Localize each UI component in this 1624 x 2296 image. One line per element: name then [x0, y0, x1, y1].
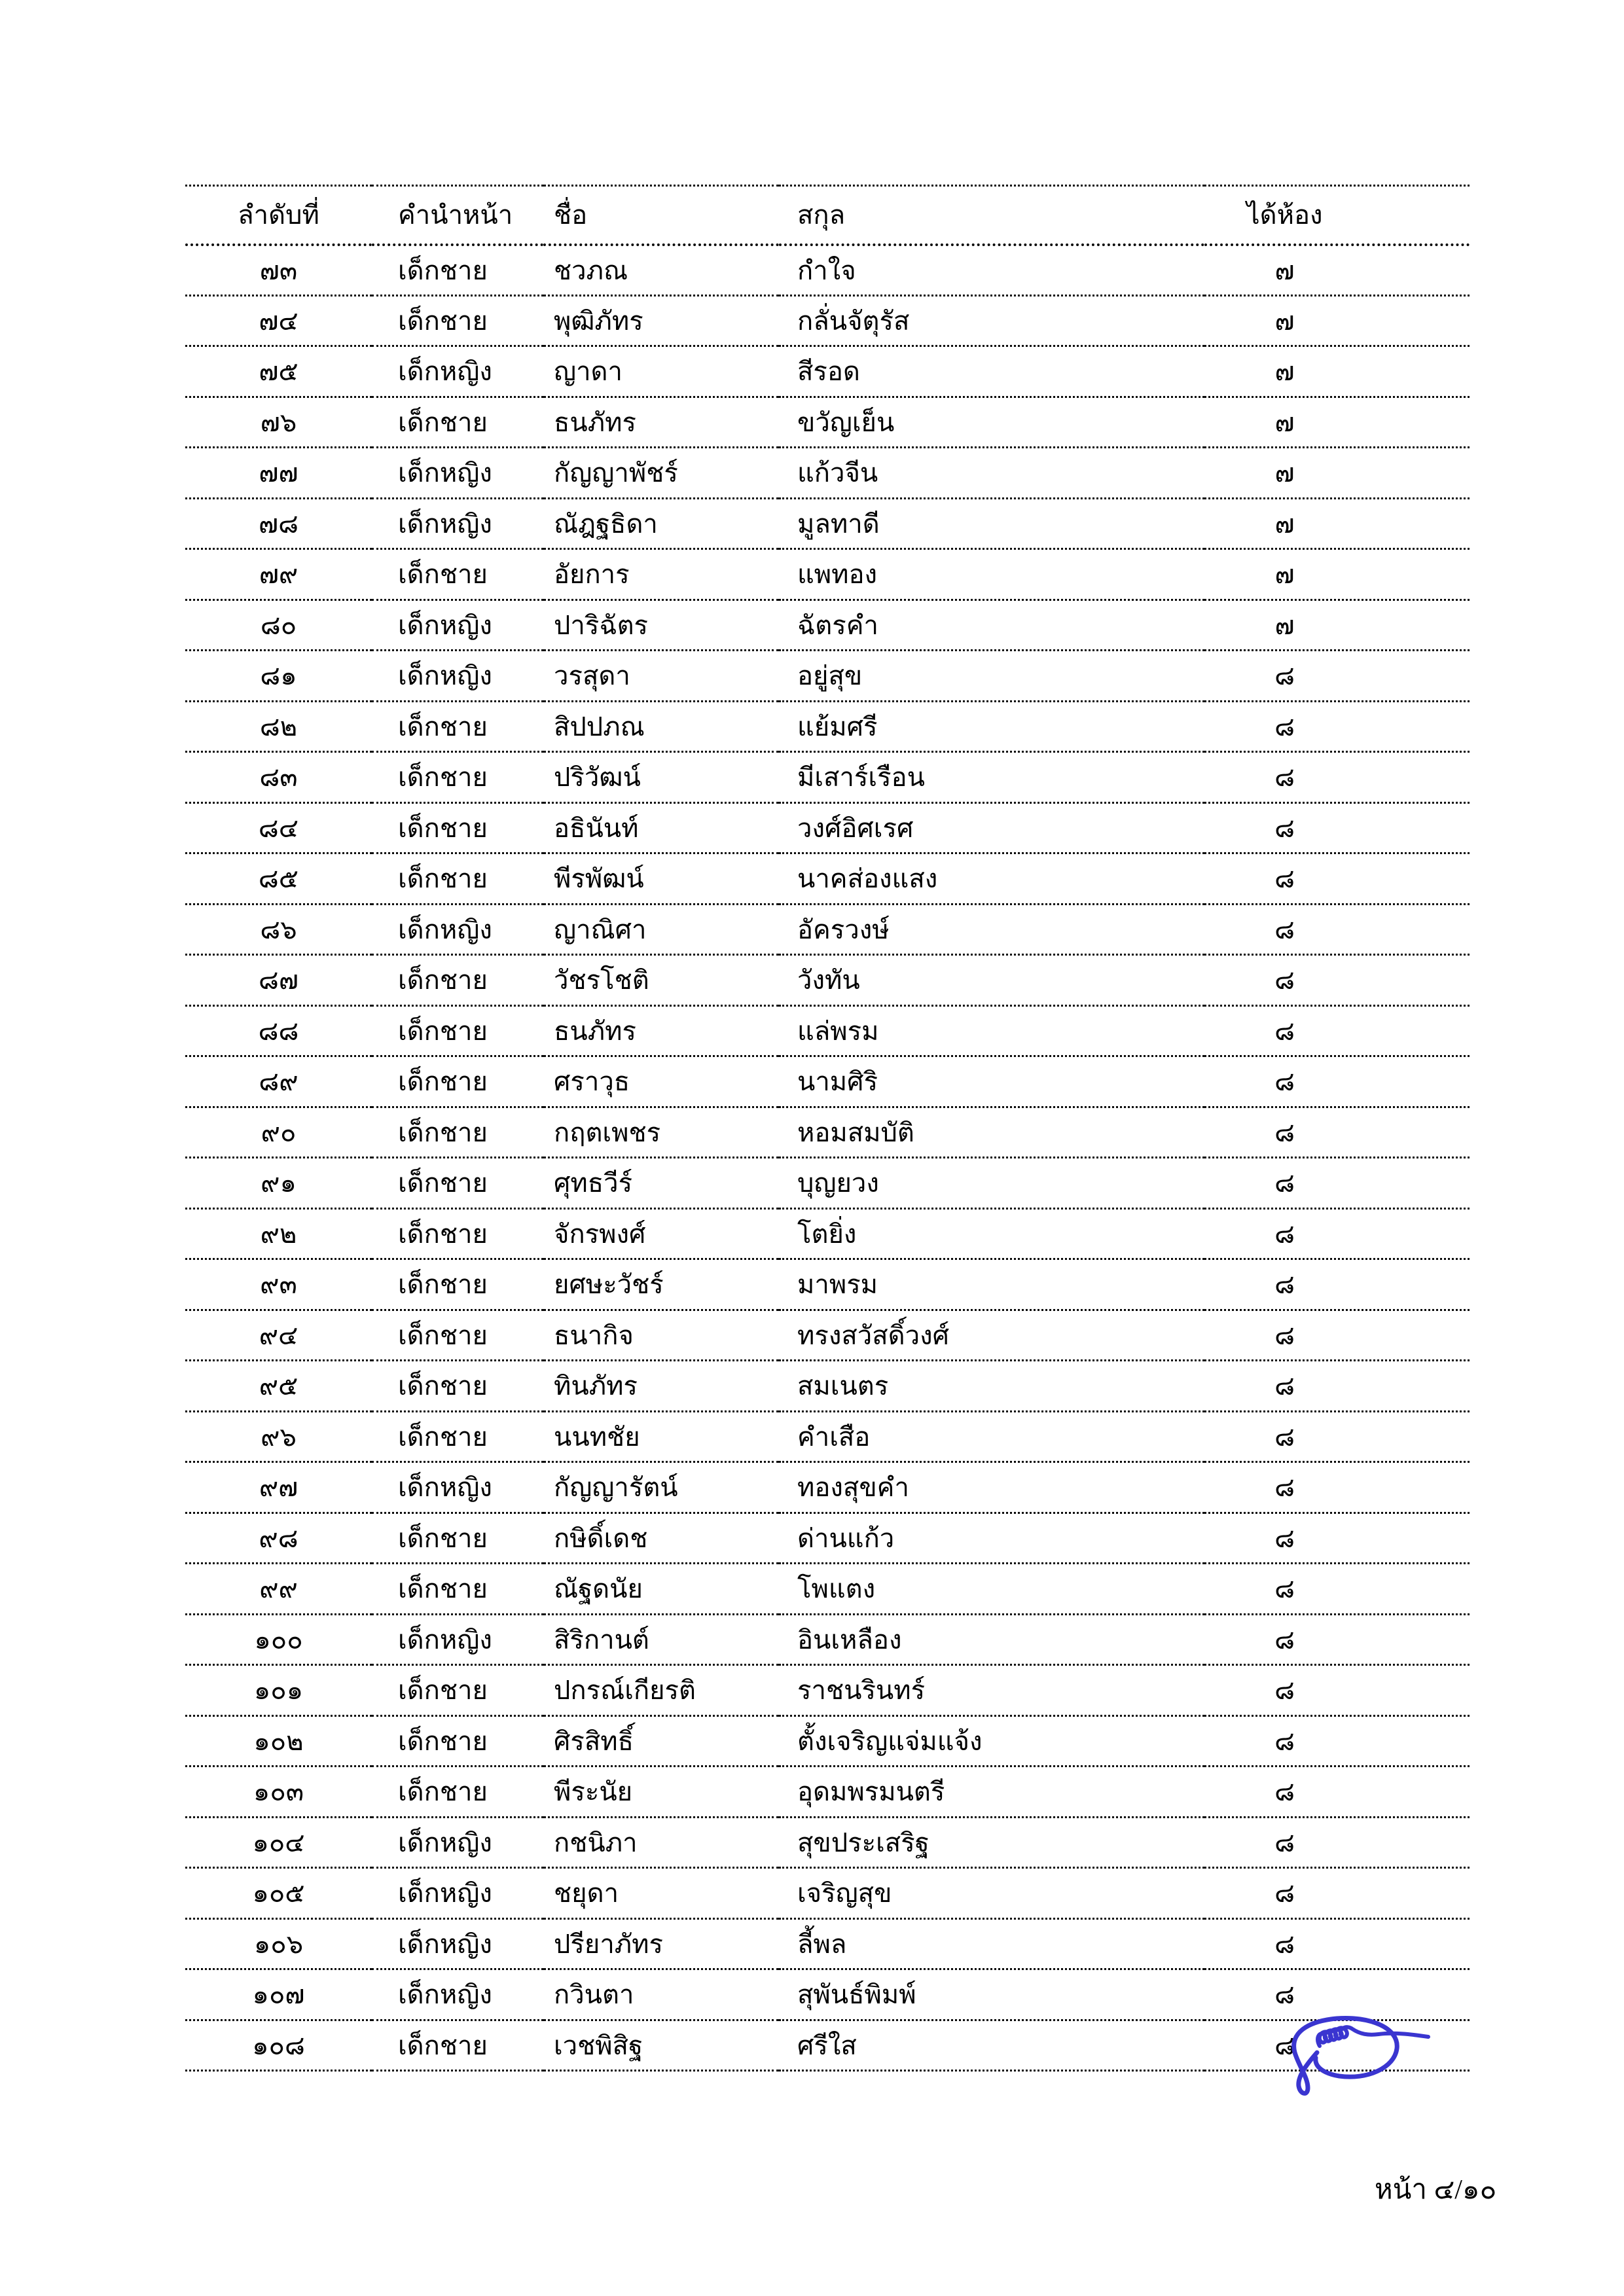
- cell-first-name: พีรพัฒน์: [554, 864, 644, 894]
- cell-order-number: ๙๐: [261, 1117, 297, 1147]
- cell-assigned-room: ๘: [1274, 762, 1295, 793]
- table-row: [185, 1361, 1470, 1412]
- cell-first-name: ณัฐดนัย: [554, 1574, 643, 1604]
- cell-first-name: ชยุดา: [554, 1878, 619, 1909]
- cell-first-name: เวชพิสิฐ: [554, 2030, 643, 2060]
- cell-assigned-room: ๗: [1274, 458, 1295, 488]
- cell-name-prefix: เด็กหญิง: [398, 509, 492, 539]
- cell-order-number: ๗๙: [259, 560, 298, 590]
- cell-name-prefix: เด็กชาย: [398, 1067, 488, 1097]
- cell-order-number: ๑๐๓: [253, 1777, 304, 1807]
- cell-assigned-room: ๘: [1274, 813, 1295, 843]
- cell-name-prefix: เด็กชาย: [398, 407, 488, 437]
- cell-surname: อุดมพรมนตรี: [797, 1777, 945, 1807]
- cell-name-prefix: เด็กชาย: [398, 1777, 488, 1807]
- cell-surname: ขวัญเย็น: [797, 407, 895, 437]
- table-row: [185, 802, 1470, 853]
- cell-name-prefix: เด็กหญิง: [398, 1827, 492, 1857]
- cell-order-number: ๑๐๑: [253, 1676, 304, 1706]
- cell-order-number: ๙๗: [259, 1473, 298, 1503]
- table-row: [185, 346, 1470, 397]
- cell-assigned-room: ๗: [1274, 306, 1295, 336]
- cell-order-number: ๘๐: [260, 610, 297, 640]
- cell-assigned-room: ๘: [1274, 1574, 1295, 1604]
- table-row: [185, 1310, 1470, 1361]
- cell-order-number: ๑๐๗: [252, 1980, 305, 2010]
- cell-name-prefix: เด็กชาย: [398, 1726, 488, 1756]
- cell-surname: แล่พรม: [797, 1016, 879, 1046]
- cell-assigned-room: ๘: [1274, 661, 1295, 691]
- cell-assigned-room: ๗: [1274, 407, 1295, 437]
- cell-name-prefix: เด็กหญิง: [398, 1878, 492, 1909]
- cell-name-prefix: เด็กชาย: [398, 711, 488, 742]
- cell-name-prefix: เด็กหญิง: [398, 1624, 492, 1655]
- cell-surname: อัครวงษ์: [797, 914, 890, 944]
- cell-first-name: ศราวุธ: [554, 1067, 630, 1097]
- cell-first-name: วัชรโชติ: [554, 965, 649, 996]
- table-row: [185, 1918, 1470, 1969]
- table-row: [185, 955, 1470, 1006]
- cell-name-prefix: เด็กชาย: [398, 560, 488, 590]
- cell-surname: โพแตง: [797, 1574, 876, 1604]
- cell-surname: ตั้งเจริญแจ่มแจ้ง: [797, 1726, 983, 1756]
- cell-order-number: ๗๘: [259, 509, 298, 539]
- cell-name-prefix: เด็กหญิง: [398, 458, 492, 488]
- cell-surname: ทองสุขคำ: [797, 1473, 909, 1503]
- cell-order-number: ๙๓: [260, 1270, 297, 1300]
- table-row: [185, 1614, 1470, 1665]
- cell-first-name: ชวภณ: [554, 255, 628, 285]
- table-row: [185, 1208, 1470, 1259]
- cell-surname: ลี้พล: [797, 1929, 847, 1959]
- cell-surname: มาพรม: [797, 1270, 878, 1300]
- table-row: [185, 1056, 1470, 1107]
- table-header-row: [185, 186, 1470, 245]
- cell-assigned-room: ๘: [1274, 1980, 1295, 2010]
- cell-surname: แพทอง: [797, 560, 878, 590]
- table-body: [185, 245, 1470, 2071]
- table-row: [185, 1564, 1470, 1615]
- cell-assigned-room: ๘: [1274, 1270, 1295, 1300]
- cell-name-prefix: เด็กหญิง: [398, 610, 492, 640]
- cell-name-prefix: เด็กชาย: [398, 1422, 488, 1452]
- cell-first-name: ญาดา: [554, 357, 623, 387]
- cell-surname: วงศ์อิศเรศ: [797, 813, 914, 843]
- cell-name-prefix: เด็กชาย: [398, 813, 488, 843]
- cell-name-prefix: เด็กหญิง: [398, 914, 492, 944]
- cell-order-number: ๘๑: [260, 661, 297, 691]
- cell-first-name: ปกรณ์เกียรติ: [554, 1676, 696, 1706]
- cell-order-number: ๘๘: [258, 1016, 299, 1046]
- cell-first-name: กวินตา: [554, 1980, 634, 2010]
- table-row: [185, 1513, 1470, 1564]
- table-row: [185, 549, 1470, 600]
- table-row: [185, 1767, 1470, 1818]
- table-row: [185, 1005, 1470, 1056]
- table-row: [185, 1158, 1470, 1209]
- table-row: [185, 397, 1470, 448]
- cell-assigned-room: ๘: [1274, 1929, 1295, 1959]
- cell-order-number: ๘๙: [259, 1067, 298, 1097]
- cell-assigned-room: ๗: [1274, 610, 1295, 640]
- cell-assigned-room: ๘: [1274, 1878, 1295, 1909]
- cell-name-prefix: เด็กชาย: [398, 1219, 488, 1249]
- cell-order-number: ๑๐๔: [252, 1827, 305, 1857]
- table-row: [185, 904, 1470, 955]
- cell-surname: สุพันธ์พิมพ์: [797, 1980, 916, 2010]
- cell-surname: แย้มศรี: [797, 711, 878, 742]
- table-row: [185, 2020, 1470, 2071]
- table-row: [185, 1868, 1470, 1919]
- cell-assigned-room: ๘: [1274, 1422, 1295, 1452]
- cell-order-number: ๘๕: [258, 864, 299, 894]
- table-row: [185, 1969, 1470, 2020]
- cell-surname: กลั่นจัตุรัส: [797, 306, 910, 336]
- cell-order-number: ๘๔: [258, 813, 299, 843]
- column-header-name-prefix: คำนำหน้า: [398, 200, 513, 230]
- cell-name-prefix: เด็กชาย: [398, 864, 488, 894]
- cell-first-name: พุฒิภัทร: [554, 306, 643, 336]
- cell-name-prefix: เด็กหญิง: [398, 661, 492, 691]
- cell-assigned-room: ๘: [1274, 1777, 1295, 1807]
- table-row: [185, 1107, 1470, 1158]
- cell-first-name: ธนากิจ: [554, 1320, 634, 1350]
- cell-surname: อินเหลือง: [797, 1624, 902, 1655]
- cell-first-name: ณัฎฐธิดา: [554, 509, 658, 539]
- cell-order-number: ๙๖: [261, 1422, 297, 1452]
- cell-surname: ราชนรินทร์: [797, 1676, 926, 1706]
- cell-name-prefix: เด็กหญิง: [398, 1980, 492, 2010]
- cell-first-name: ศุทธวีร์: [554, 1168, 633, 1198]
- column-header-assigned-room: ได้ห้อง: [1246, 200, 1323, 230]
- cell-surname: มูลทาดี: [797, 509, 880, 539]
- cell-assigned-room: ๘: [1274, 1676, 1295, 1706]
- cell-order-number: ๗๔: [259, 306, 298, 336]
- table-row: [185, 448, 1470, 499]
- cell-name-prefix: เด็กชาย: [398, 2030, 488, 2060]
- cell-order-number: ๘๖: [260, 914, 297, 944]
- table-row: [185, 1411, 1470, 1462]
- cell-surname: วังทัน: [797, 965, 860, 996]
- cell-assigned-room: ๘: [1274, 1371, 1295, 1401]
- cell-first-name: ยศษะวัชร์: [554, 1270, 664, 1300]
- cell-order-number: ๗๓: [259, 255, 298, 285]
- cell-order-number: ๑๐๐: [254, 1624, 303, 1655]
- student-roster-table: [185, 185, 1470, 2072]
- cell-first-name: กฤตเพชร: [554, 1117, 661, 1147]
- table-row: [185, 600, 1470, 651]
- table-row: [185, 1715, 1470, 1767]
- table-row: [185, 752, 1470, 803]
- cell-surname: หอมสมบัติ: [797, 1117, 914, 1147]
- cell-name-prefix: เด็กชาย: [398, 1371, 488, 1401]
- cell-order-number: ๑๐๕: [252, 1878, 305, 1909]
- cell-assigned-room: ๘: [1274, 914, 1295, 944]
- cell-assigned-room: ๘: [1274, 2030, 1295, 2060]
- table-header: [185, 186, 1470, 245]
- cell-first-name: กษิดิ์เดช: [554, 1523, 648, 1553]
- cell-order-number: ๑๐๘: [252, 2030, 305, 2060]
- cell-order-number: ๑๐๒: [253, 1726, 304, 1756]
- cell-assigned-room: ๘: [1274, 1067, 1295, 1097]
- cell-assigned-room: ๘: [1274, 1624, 1295, 1655]
- cell-first-name: พีระนัย: [554, 1777, 633, 1807]
- table-row: [185, 1665, 1470, 1716]
- cell-name-prefix: เด็กชาย: [398, 1676, 488, 1706]
- cell-first-name: วรสุดา: [554, 661, 630, 691]
- cell-name-prefix: เด็กชาย: [398, 306, 488, 336]
- cell-name-prefix: เด็กชาย: [398, 1523, 488, 1553]
- table-row: [185, 1259, 1470, 1310]
- cell-order-number: ๗๕: [259, 357, 298, 387]
- cell-first-name: กชนิภา: [554, 1827, 638, 1857]
- cell-surname: บุญยวง: [797, 1168, 879, 1198]
- cell-order-number: ๙๒: [260, 1219, 297, 1249]
- cell-surname: คำเสือ: [797, 1422, 871, 1452]
- cell-surname: กำใจ: [797, 255, 856, 285]
- cell-first-name: อธินันท์: [554, 813, 639, 843]
- cell-assigned-room: ๘: [1274, 1473, 1295, 1503]
- cell-assigned-room: ๘: [1274, 965, 1295, 996]
- cell-first-name: สิปปภณ: [554, 711, 645, 742]
- cell-order-number: ๗๖: [260, 407, 297, 437]
- column-header-surname: สกุล: [797, 200, 846, 230]
- table-row: [185, 498, 1470, 549]
- cell-order-number: ๙๘: [259, 1523, 298, 1553]
- table-row: [185, 651, 1470, 702]
- cell-assigned-room: ๘: [1274, 1726, 1295, 1756]
- cell-assigned-room: ๘: [1274, 1168, 1295, 1198]
- cell-name-prefix: เด็กชาย: [398, 1016, 488, 1046]
- table-row: [185, 701, 1470, 752]
- cell-surname: ฉัตรคำ: [797, 610, 878, 640]
- cell-assigned-room: ๘: [1274, 1523, 1295, 1553]
- cell-assigned-room: ๘: [1274, 1827, 1295, 1857]
- cell-first-name: ปาริฉัตร: [554, 610, 649, 640]
- cell-order-number: ๑๐๖: [253, 1929, 304, 1959]
- cell-name-prefix: เด็กชาย: [398, 762, 488, 793]
- cell-name-prefix: เด็กชาย: [398, 1574, 488, 1604]
- cell-surname: นาคส่องแสง: [797, 864, 938, 894]
- cell-order-number: ๘๗: [259, 965, 298, 996]
- cell-surname: แก้วจีน: [797, 458, 878, 488]
- cell-first-name: ญาณิศา: [554, 914, 647, 944]
- cell-surname: เจริญสุข: [797, 1878, 892, 1909]
- cell-assigned-room: ๗: [1274, 560, 1295, 590]
- cell-order-number: ๙๙: [259, 1574, 298, 1604]
- cell-surname: อยู่สุข: [797, 661, 863, 691]
- cell-assigned-room: ๘: [1274, 1016, 1295, 1046]
- page-number: หน้า ๔/๑๐: [1375, 2175, 1497, 2205]
- table-row: [185, 245, 1470, 296]
- cell-name-prefix: เด็กชาย: [398, 1117, 488, 1147]
- cell-assigned-room: ๗: [1274, 255, 1295, 285]
- cell-surname: นามศิริ: [797, 1067, 878, 1097]
- cell-assigned-room: ๘: [1274, 864, 1295, 894]
- cell-first-name: นนทชัย: [554, 1422, 640, 1452]
- cell-surname: มีเสาร์เรือน: [797, 762, 925, 793]
- cell-first-name: อัยการ: [554, 560, 630, 590]
- cell-name-prefix: เด็กหญิง: [398, 357, 492, 387]
- cell-first-name: ธนภัทร: [554, 407, 636, 437]
- cell-name-prefix: เด็กชาย: [398, 1270, 488, 1300]
- cell-order-number: ๘๓: [259, 762, 298, 793]
- cell-order-number: ๗๗: [259, 458, 298, 488]
- cell-assigned-room: ๘: [1274, 1320, 1295, 1350]
- cell-assigned-room: ๗: [1274, 509, 1295, 539]
- cell-order-number: ๙๕: [259, 1371, 298, 1401]
- cell-assigned-room: ๘: [1274, 1219, 1295, 1249]
- cell-surname: สมเนตร: [797, 1371, 889, 1401]
- cell-first-name: กัญญารัตน์: [554, 1473, 678, 1503]
- cell-order-number: ๘๒: [259, 711, 298, 742]
- cell-name-prefix: เด็กชาย: [398, 1320, 488, 1350]
- cell-surname: สุขประเสริฐ: [797, 1827, 929, 1857]
- cell-surname: ทรงสวัสดิ์วงศ์: [797, 1320, 950, 1350]
- column-header-first-name: ชื่อ: [554, 200, 588, 230]
- cell-order-number: ๙๔: [259, 1320, 298, 1350]
- cell-surname: ศรีใส: [797, 2030, 857, 2060]
- cell-surname: ด่านแก้ว: [797, 1523, 895, 1553]
- cell-name-prefix: เด็กชาย: [398, 255, 488, 285]
- table-row: [185, 295, 1470, 346]
- cell-first-name: ธนภัทร: [554, 1016, 636, 1046]
- cell-first-name: กัญญาพัชร์: [554, 458, 678, 488]
- cell-first-name: ศิรสิทธิ์: [554, 1726, 634, 1756]
- cell-first-name: ทินภัทร: [554, 1371, 638, 1401]
- cell-order-number: ๙๑: [261, 1168, 297, 1198]
- table-row: [185, 1817, 1470, 1868]
- cell-first-name: จักรพงศ์: [554, 1219, 646, 1249]
- cell-first-name: ปริวัฒน์: [554, 762, 641, 793]
- cell-assigned-room: ๘: [1274, 711, 1295, 742]
- table-row: [185, 853, 1470, 905]
- cell-name-prefix: เด็กชาย: [398, 965, 488, 996]
- cell-name-prefix: เด็กหญิง: [398, 1473, 492, 1503]
- cell-surname: โตยิ่ง: [797, 1219, 857, 1249]
- column-header-order-number: ลำดับที่: [238, 200, 319, 230]
- cell-first-name: สิริกานต์: [554, 1624, 649, 1655]
- cell-first-name: ปรียาภัทร: [554, 1929, 663, 1959]
- cell-surname: สีรอด: [797, 357, 860, 387]
- cell-name-prefix: เด็กหญิง: [398, 1929, 492, 1959]
- cell-assigned-room: ๘: [1274, 1117, 1295, 1147]
- cell-assigned-room: ๗: [1274, 357, 1295, 387]
- table-row: [185, 1462, 1470, 1513]
- cell-name-prefix: เด็กชาย: [398, 1168, 488, 1198]
